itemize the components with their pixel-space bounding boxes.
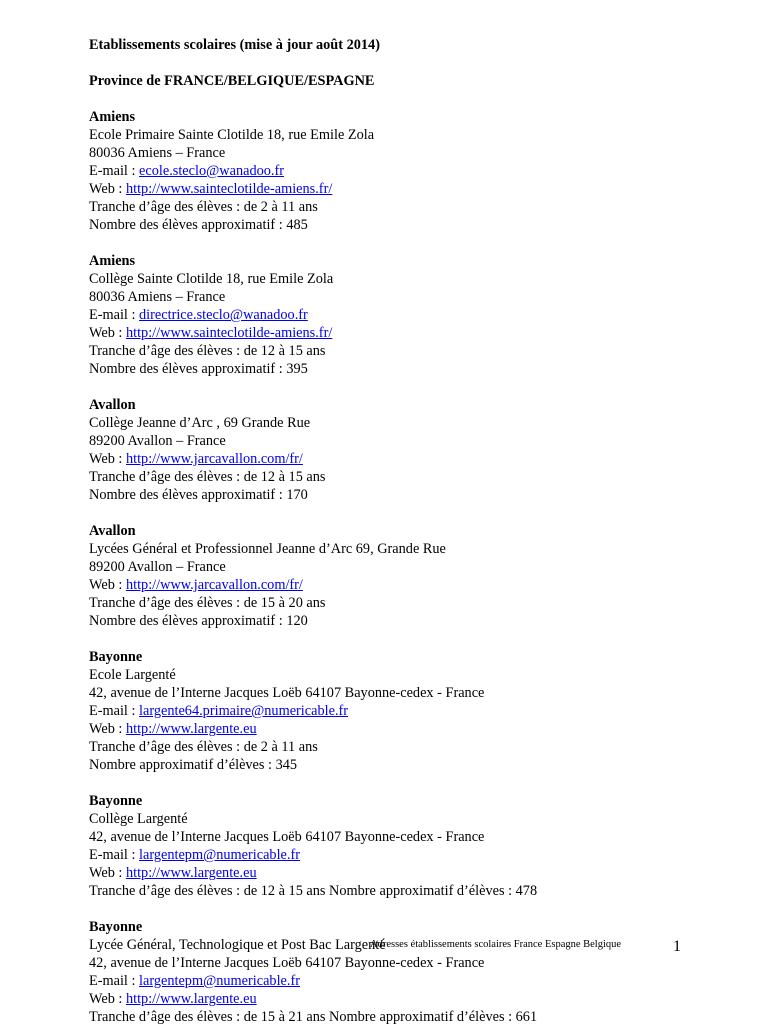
school-city: Bayonne — [89, 919, 143, 935]
page-number: 1 — [673, 938, 681, 955]
school-entry — [89, 918, 729, 1026]
school-address: 89200 Avallon – France — [89, 433, 226, 449]
web-label: Web : — [89, 181, 126, 197]
school-web-row — [89, 864, 729, 882]
web-label: Web : — [89, 451, 126, 467]
web-label: Web : — [89, 865, 126, 881]
school-age-range: Tranche d’âge des élèves : de 2 à 11 ans — [89, 739, 318, 755]
school-address: 42, avenue de l’Interne Jacques Loëb 64107 Bayonne-cedex - France — [89, 955, 485, 971]
school-name: Ecole Largenté — [89, 667, 176, 683]
web-link[interactable]: http://www.jarcavallon.com/fr/ — [125, 451, 303, 467]
school-email-row — [89, 972, 729, 990]
school-student-count: Nombre des élèves approximatif : 120 — [89, 613, 308, 629]
email-label: E-mail : — [89, 703, 140, 719]
school-age-range: Tranche d’âge des élèves : de 15 à 20 ans — [89, 595, 326, 611]
school-entry — [89, 792, 729, 900]
email-label: E-mail : — [89, 847, 140, 863]
school-city: Avallon — [89, 523, 136, 539]
email-label: E-mail : — [89, 973, 140, 989]
web-label: Web : — [89, 325, 126, 341]
email-link[interactable]: largentepm@numericable.fr — [139, 847, 300, 863]
school-name: Lycée Général, Technologique et Post Bac Largenté — [89, 937, 386, 953]
school-email-row — [89, 846, 729, 864]
email-link[interactable]: ecole.steclo@wanadoo.fr — [139, 163, 284, 179]
school-web-row — [89, 990, 729, 1008]
web-label: Web : — [89, 721, 126, 737]
school-city: Amiens — [89, 253, 136, 269]
school-web-row — [89, 576, 729, 594]
school-web-row — [89, 450, 729, 468]
school-age-range: Tranche d’âge des élèves : de 12 à 15 ans Nombre approximatif d’élèves : 478 — [89, 883, 538, 899]
school-age-range: Tranche d’âge des élèves : de 15 à 21 ans Nombre approximatif d’élèves : 661 — [89, 1009, 538, 1025]
school-entry — [89, 108, 729, 234]
school-address: 42, avenue de l’Interne Jacques Loëb 64107 Bayonne-cedex - France — [89, 685, 485, 701]
web-link[interactable]: http://www.sainteclotilde-amiens.fr/ — [125, 325, 333, 341]
school-entry — [89, 648, 729, 774]
email-link[interactable]: largente64.primaire@numericable.fr — [139, 703, 349, 719]
school-name: Collège Jeanne d’Arc , 69 Grande Rue — [89, 415, 311, 431]
web-link[interactable]: http://www.largente.eu — [125, 721, 257, 737]
school-entry — [89, 252, 729, 378]
email-label: E-mail : — [89, 307, 140, 323]
school-city: Bayonne — [89, 649, 143, 665]
school-web-row — [89, 180, 729, 198]
school-web-row — [89, 324, 729, 342]
school-address: 89200 Avallon – France — [89, 559, 226, 575]
email-label: E-mail : — [89, 163, 140, 179]
document-title: Etablissements scolaires (mise à jour août 2014) — [89, 37, 380, 53]
school-web-row — [89, 720, 729, 738]
school-name: Collège Sainte Clotilde 18, rue Emile Zola — [89, 271, 334, 287]
school-name: Ecole Primaire Sainte Clotilde 18, rue Emile Zola — [89, 127, 375, 143]
web-link[interactable]: http://www.largente.eu — [125, 991, 257, 1007]
email-link[interactable]: largentepm@numericable.fr — [139, 973, 300, 989]
page-footer: Adresses établissements scolaires France Espagne Belgique — [370, 939, 622, 950]
school-entry — [89, 522, 729, 630]
school-address: 80036 Amiens – France — [89, 289, 226, 305]
web-link[interactable]: http://www.largente.eu — [125, 865, 257, 881]
school-age-range: Tranche d’âge des élèves : de 12 à 15 ans — [89, 469, 326, 485]
school-city: Amiens — [89, 109, 136, 125]
web-label: Web : — [89, 577, 126, 593]
school-email-row — [89, 306, 729, 324]
school-age-range: Tranche d’âge des élèves : de 2 à 11 ans — [89, 199, 318, 215]
school-city: Bayonne — [89, 793, 143, 809]
school-age-range: Tranche d’âge des élèves : de 12 à 15 ans — [89, 343, 326, 359]
email-link[interactable]: directrice.steclo@wanadoo.fr — [139, 307, 308, 323]
school-email-row — [89, 162, 729, 180]
school-address: 42, avenue de l’Interne Jacques Loëb 64107 Bayonne-cedex - France — [89, 829, 485, 845]
province-heading: Province de FRANCE/BELGIQUE/ESPAGNE — [89, 73, 375, 89]
school-name: Collège Largenté — [89, 811, 188, 827]
web-link[interactable]: http://www.jarcavallon.com/fr/ — [125, 577, 303, 593]
school-student-count: Nombre des élèves approximatif : 395 — [89, 361, 308, 377]
school-student-count: Nombre des élèves approximatif : 485 — [89, 217, 308, 233]
web-label: Web : — [89, 991, 126, 1007]
document-page — [89, 36, 729, 1026]
school-name: Lycées Général et Professionnel Jeanne d’Arc 69, Grande Rue — [89, 541, 446, 557]
school-student-count: Nombre approximatif d’élèves : 345 — [89, 757, 298, 773]
web-link[interactable]: http://www.sainteclotilde-amiens.fr/ — [125, 181, 333, 197]
school-entry — [89, 396, 729, 504]
school-student-count: Nombre des élèves approximatif : 170 — [89, 487, 308, 503]
school-address: 80036 Amiens – France — [89, 145, 226, 161]
school-email-row — [89, 702, 729, 720]
school-city: Avallon — [89, 397, 136, 413]
